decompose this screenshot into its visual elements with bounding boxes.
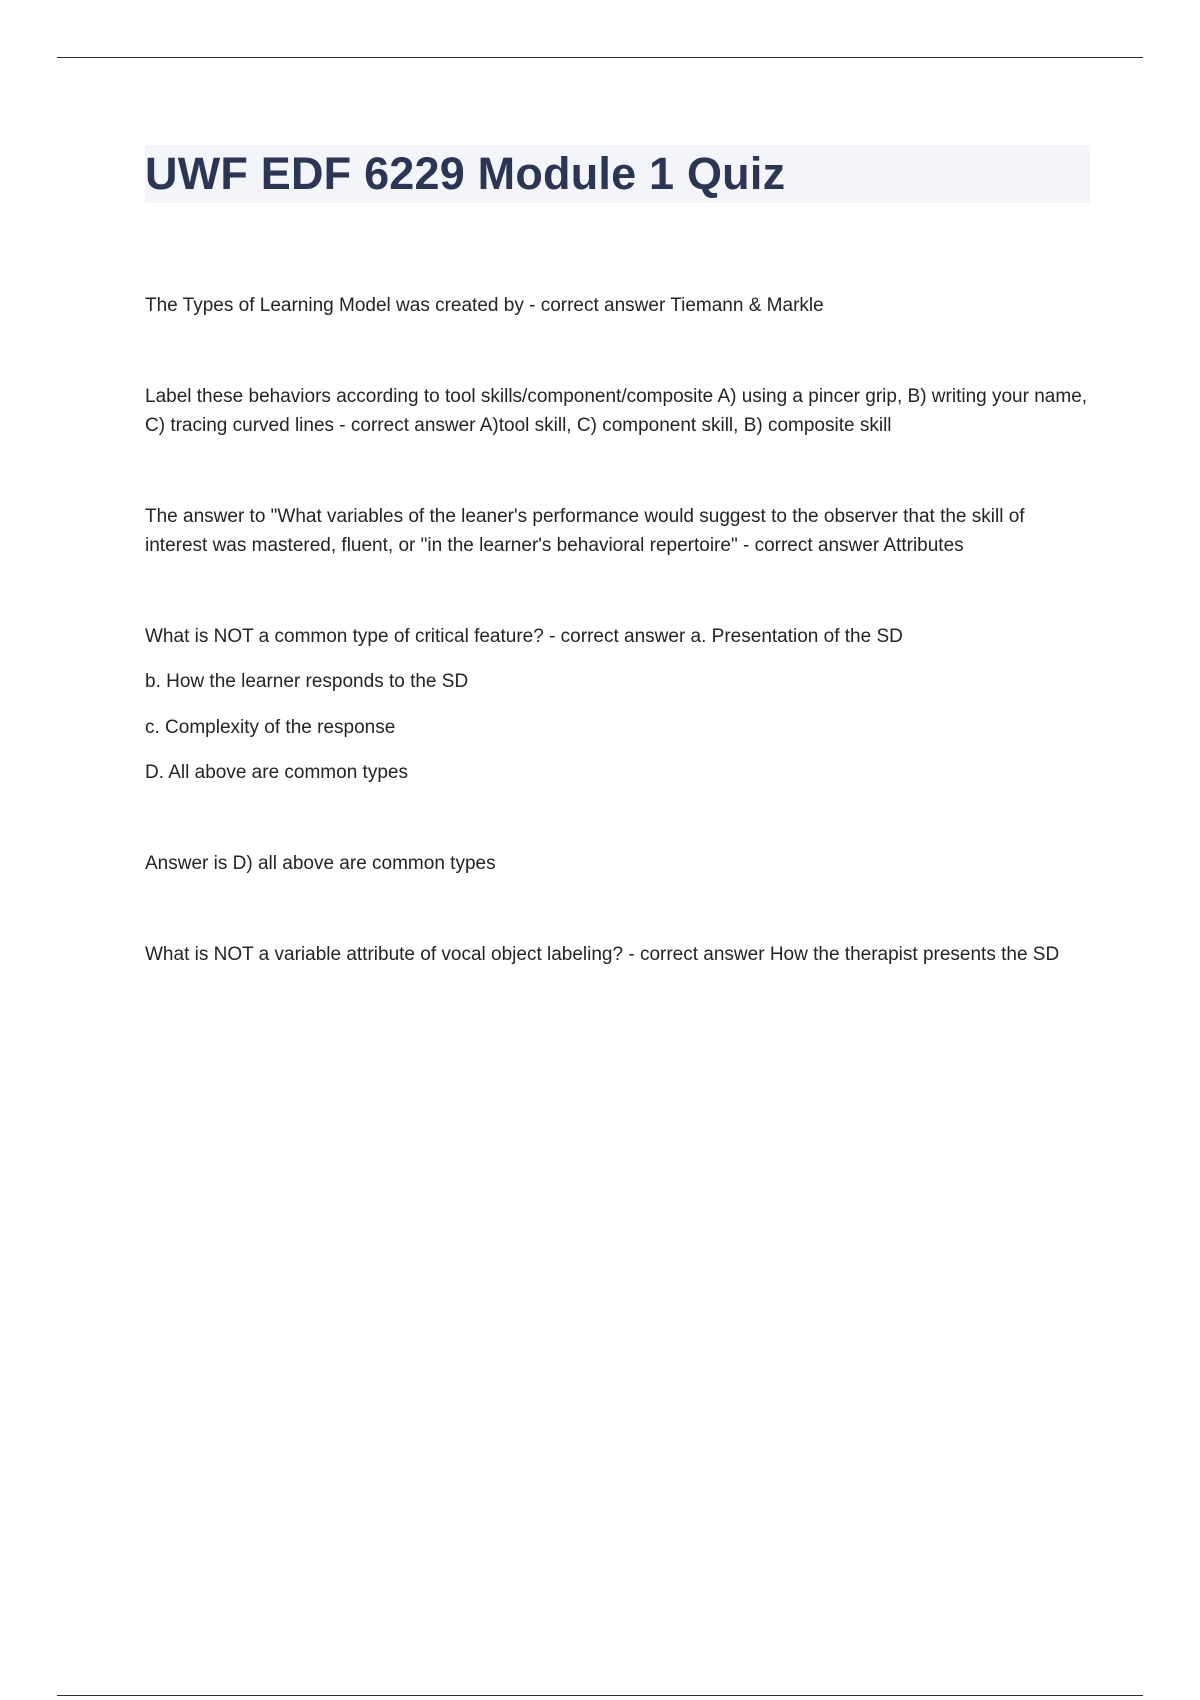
- paragraph-1: The Types of Learning Model was created by - correct answer Tiemann & Markle: [145, 295, 824, 316]
- paragraph-3: The answer to "What variables of the leaner's performance would suggest to the observer that the skill of interest was mastered, fluent, or "in the learner's behavioral repertoire" - correct answer Attributes: [145, 506, 1025, 556]
- paragraph-2: Label these behaviors according to tool skills/component/composite A) using a pincer grip, B) writing your name, C) tracing curved lines - correct answer A)tool skill, C) component skill, B) composite skill: [145, 386, 1088, 436]
- paragraph-4: What is NOT a common type of critical feature? - correct answer a. Presentation of the SD: [145, 626, 903, 647]
- header-rule: [57, 57, 1143, 58]
- footer-rule: [57, 1695, 1143, 1696]
- paragraph-8: Answer is D) all above are common types: [145, 853, 496, 874]
- paragraph-6: c. Complexity of the response: [145, 717, 396, 738]
- paragraph-5: b. How the learner responds to the SD: [145, 671, 469, 692]
- paragraph-7: D. All above are common types: [145, 762, 408, 783]
- document-title: UWF EDF 6229 Module 1 Quiz: [145, 148, 786, 199]
- paragraph-9: What is NOT a variable attribute of vocal object labeling? - correct answer How the therapist presents the SD: [145, 944, 1060, 965]
